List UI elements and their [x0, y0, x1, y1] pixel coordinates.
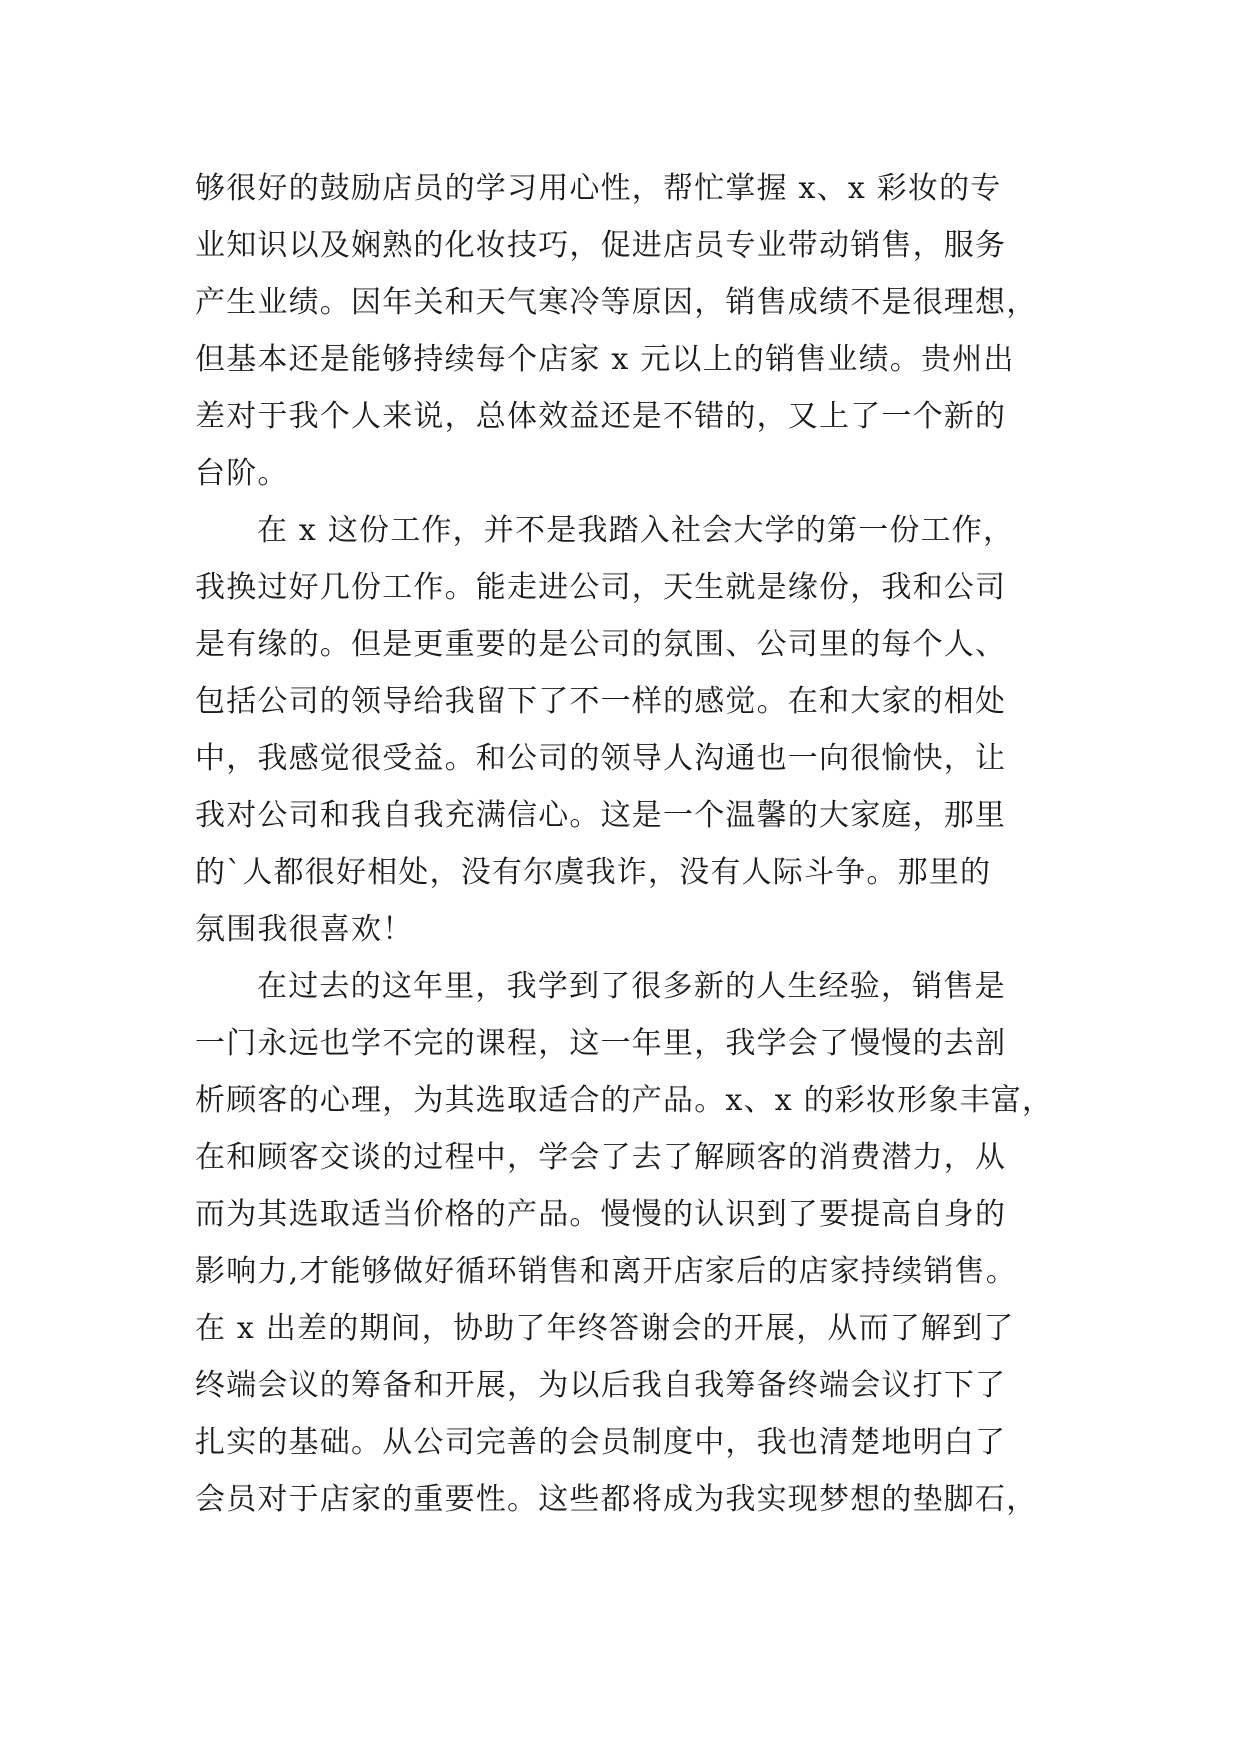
paragraph-2 [195, 502, 1055, 958]
text-line: 但基本还是能够持续每个店家 x 元以上的销售业绩。贵州出 [195, 342, 1015, 377]
text-line: 我对公司和我自我充满信心。这是一个温馨的大家庭，那里 [195, 798, 1007, 833]
text-line: 够很好的鼓励店员的学习用心性，帮忙掌握 x、x 彩妆的专 [195, 171, 1002, 206]
text-line: 台阶。 [195, 456, 289, 491]
text-line: 在 x 出差的期间，协助了年终答谢会的开展，从而了解到了 [195, 1311, 1015, 1346]
paragraph-1 [195, 160, 1055, 502]
text-line: 氛围我很喜欢！ [195, 912, 414, 947]
text-line: 一门永远也学不完的课程，这一年里，我学会了慢慢的去剖 [195, 1026, 1007, 1061]
text-line: 影响力,才能够做好循环销售和离开店家后的店家持续销售。 [195, 1254, 1017, 1289]
text-line: 包括公司的领导给我留下了不一样的感觉。在和大家的相处 [195, 684, 1007, 719]
text-line: 是有缘的。但是更重要的是公司的氛围、公司里的每个人、 [195, 627, 1007, 662]
text-line: 扎实的基础。从公司完善的会员制度中，我也清楚地明白了 [195, 1425, 1007, 1460]
text-line: 中，我感觉很受益。和公司的领导人沟通也一向很愉快，让 [195, 741, 1007, 776]
text-line: 析顾客的心理，为其选取适合的产品。x、x 的彩妆形象丰富， [195, 1083, 1054, 1118]
body-text [195, 160, 1055, 1528]
text-line: 差对于我个人来说，总体效益还是不错的，又上了一个新的 [195, 399, 1007, 434]
text-line: 业知识以及娴熟的化妆技巧，促进店员专业带动销售，服务 [195, 228, 1007, 263]
text-line: 在过去的这年里，我学到了很多新的人生经验，销售是 [257, 969, 1006, 1004]
text-line: 产生业绩。因年关和天气寒冷等原因，销售成绩不是很理想， [195, 285, 1038, 320]
text-line: 我换过好几份工作。能走进公司，天生就是缘份，我和公司 [195, 570, 1007, 605]
text-line: 终端会议的筹备和开展，为以后我自我筹备终端会议打下了 [195, 1368, 1007, 1403]
text-line: 在和顾客交谈的过程中，学会了去了解顾客的消费潜力，从 [195, 1140, 1007, 1175]
text-line: 的`人都很好相处，没有尔虞我诈，没有人际斗争。那里的 [195, 855, 992, 890]
paragraph-3 [195, 958, 1055, 1528]
text-line: 在 x 这份工作，并不是我踏入社会大学的第一份工作， [257, 513, 1015, 548]
text-line: 而为其选取适当价格的产品。慢慢的认识到了要提高自身的 [195, 1197, 1007, 1232]
text-line: 会员对于店家的重要性。这些都将成为我实现梦想的垫脚石， [195, 1482, 1038, 1517]
